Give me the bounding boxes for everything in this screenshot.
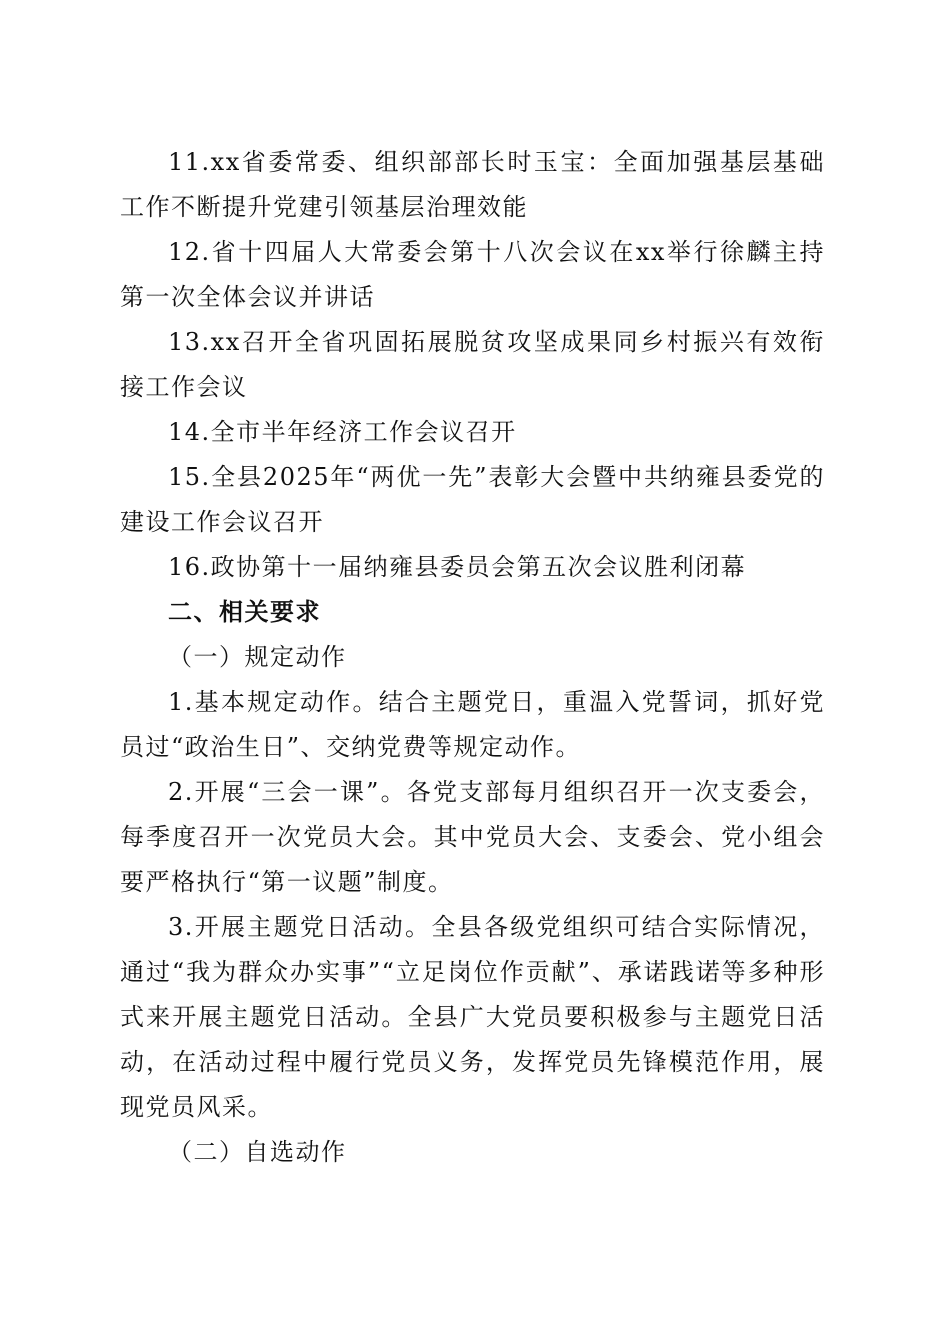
- news-item-14: 14.全市半年经济工作会议召开: [168, 418, 517, 446]
- requirement-3: 3.开展主题党日活动。全县各级党组织可结合实际情况，通过“我为群众办实事”“立足岗位作贡献”、承诺践诺等多种形式来开展主题党日活动。全县广大党员要积极参与主题党日活动，在活动过程中履行党员义务，发挥党员先锋模范作用，展现党员风采。: [120, 913, 825, 1121]
- document-body: [120, 140, 825, 1175]
- news-item-12: 12.省十四届人大常委会第十八次会议在xx举行徐麟主持第一次全体会议并讲话: [120, 238, 825, 311]
- requirement-1: 1.基本规定动作。结合主题党日，重温入党誓词，抓好党员过“政治生日”、交纳党费等规定动作。: [120, 688, 825, 761]
- section-two-heading: 二、相关要求: [168, 598, 321, 626]
- requirement-2: 2.开展“三会一课”。各党支部每月组织召开一次支委会，每季度召开一次党员大会。其中党员大会、支委会、党小组会要严格执行“第一议题”制度。: [120, 778, 825, 896]
- news-item-11: 11.xx省委常委、组织部部长时玉宝：全面加强基层基础工作不断提升党建引领基层治理效能: [120, 148, 825, 221]
- news-item-16: 16.政协第十一届纳雍县委员会第五次会议胜利闭幕: [168, 553, 747, 581]
- news-item-13: 13.xx召开全省巩固拓展脱贫攻坚成果同乡村振兴有效衔接工作会议: [120, 328, 825, 401]
- news-item-15: 15.全县2025年“两优一先”表彰大会暨中共纳雍县委党的建设工作会议召开: [120, 463, 825, 536]
- subsection-one-heading: （一）规定动作: [168, 643, 347, 671]
- subsection-two-heading: （二）自选动作: [168, 1138, 347, 1166]
